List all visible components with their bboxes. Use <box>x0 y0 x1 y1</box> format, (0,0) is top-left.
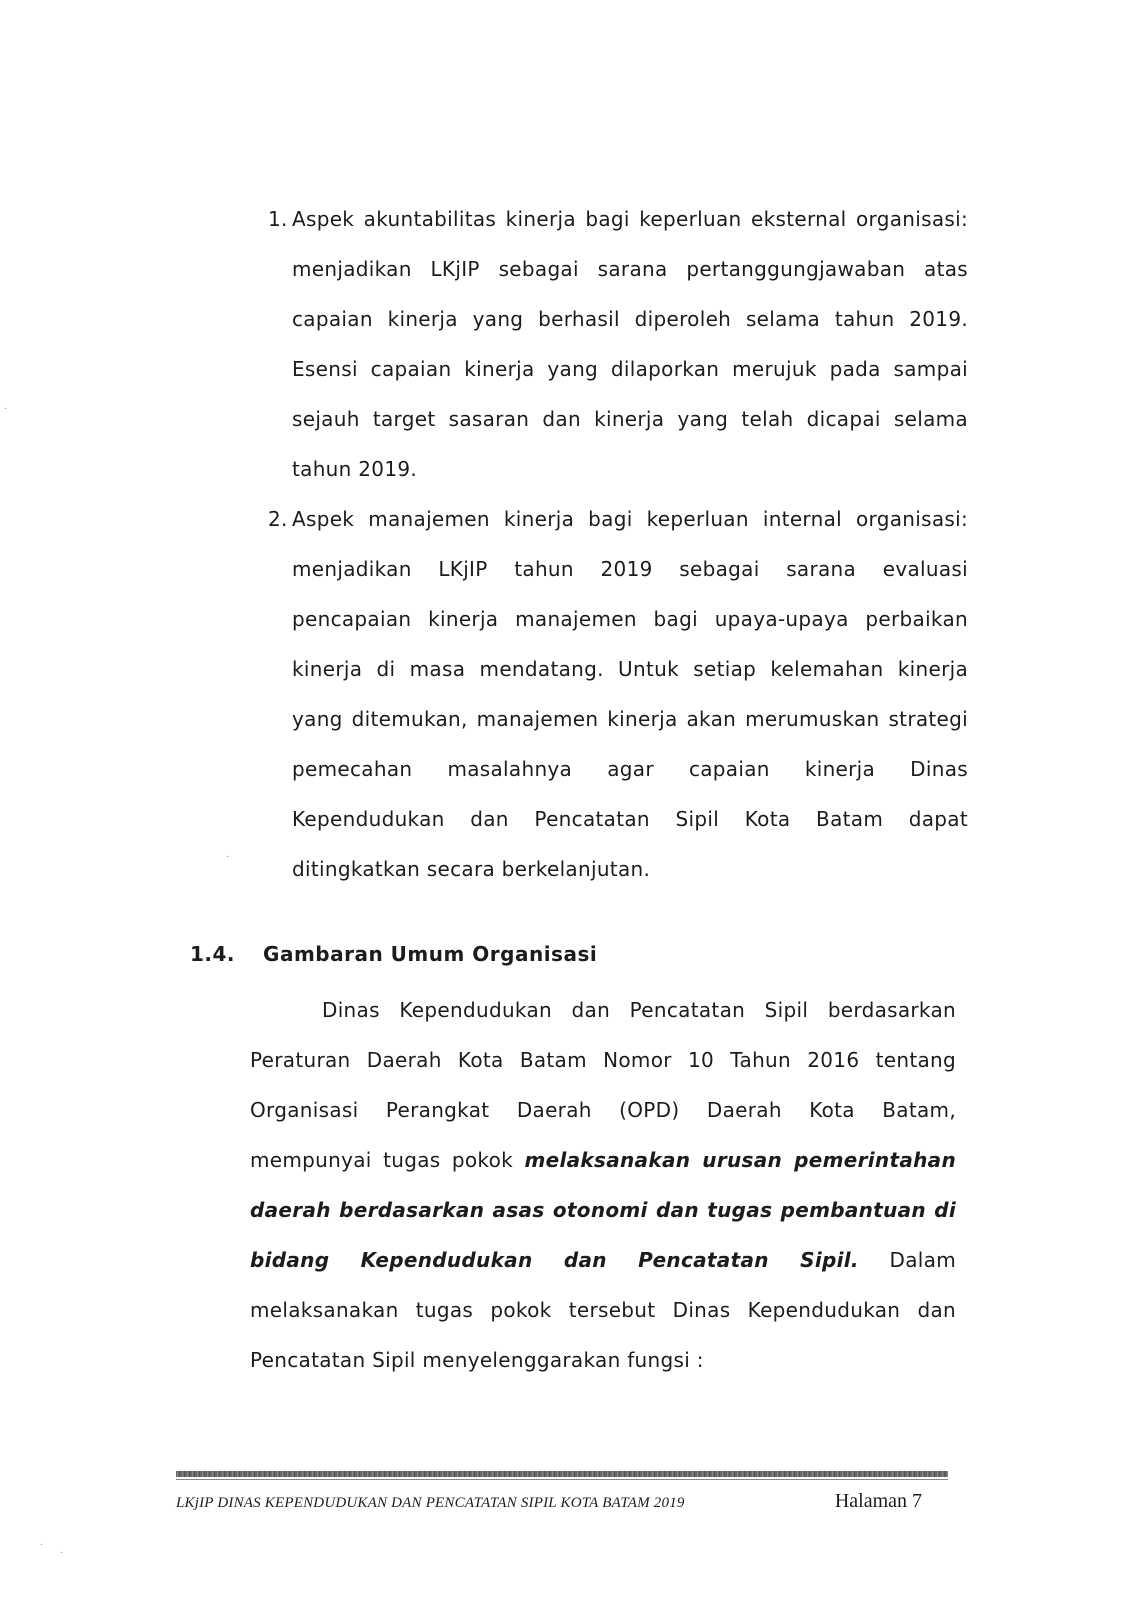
paragraph-text-part1: Dinas Kependudukan dan Pencatatan Sipil berdasarkan Peraturan Daerah Kota Batam Nomor 10 Tahun 2016 tentang Organisasi Perangkat Daerah (OPD) Daerah Kota Batam, mempunyai tugas pokok <box>250 998 956 1172</box>
list-item <box>268 494 968 894</box>
scan-speck: · <box>226 852 230 863</box>
body-paragraph <box>250 985 956 1385</box>
list-item-number: 2. <box>268 507 288 531</box>
scan-speck: · <box>40 1540 44 1551</box>
page-footer <box>176 1490 922 1513</box>
section-heading <box>190 942 597 966</box>
footer-divider-thin <box>176 1479 948 1480</box>
list-item <box>268 194 968 494</box>
list-item-text: Aspek akuntabilitas kinerja bagi keperluan eksternal organisasi: menjadikan LKjIP sebagai sarana pertanggungjawaban atas capaian kinerja yang berhasil diperoleh selama tahun 2019. Esensi capaian kinerja yang dilaporkan merujuk pada sampai sejauh target sasaran dan kinerja yang telah dicapai selama tahun 2019. <box>292 207 968 481</box>
footer-divider <box>176 1471 948 1477</box>
page-number: Halaman 7 <box>834 1490 922 1512</box>
footer-document-title: LKjIP DINAS KEPENDUDUKAN DAN PENCATATAN SIPIL KOTA BATAM 2019 <box>176 1495 685 1511</box>
paragraph-emphasis: melaksanakan urusan pemerintahan daerah berdasarkan asas otonomi dan tugas pembantuan di bidang Kependudukan dan Pencatatan Sipil. <box>250 1148 956 1272</box>
list-item-text: Aspek manajemen kinerja bagi keperluan internal organisasi: menjadikan LKjIP tahun 2019 sebagai sarana evaluasi pencapaian kinerja manajemen bagi upaya-upaya perbaikan kinerja di masa mendatang. Untuk setiap kelemahan kinerja yang ditemukan, manajemen kinerja akan merumuskan strategi pemecahan masalahnya agar capaian kinerja Dinas Kependudukan dan Pencatatan Sipil Kota Batam dapat ditingkatkan secara berkelanjutan. <box>292 507 968 881</box>
section-title: Gambaran Umum Organisasi <box>263 942 598 966</box>
section-number: 1.4. <box>190 942 236 966</box>
list-item-number: 1. <box>268 207 288 231</box>
aspect-list <box>268 194 968 894</box>
paragraph-text-part2: Dalam melaksanakan tugas pokok tersebut Dinas Kependudukan dan Pencatatan Sipil menyelenggarakan fungsi : <box>250 1248 956 1372</box>
scan-speck: · <box>4 404 8 415</box>
scan-speck: · <box>60 1548 64 1559</box>
